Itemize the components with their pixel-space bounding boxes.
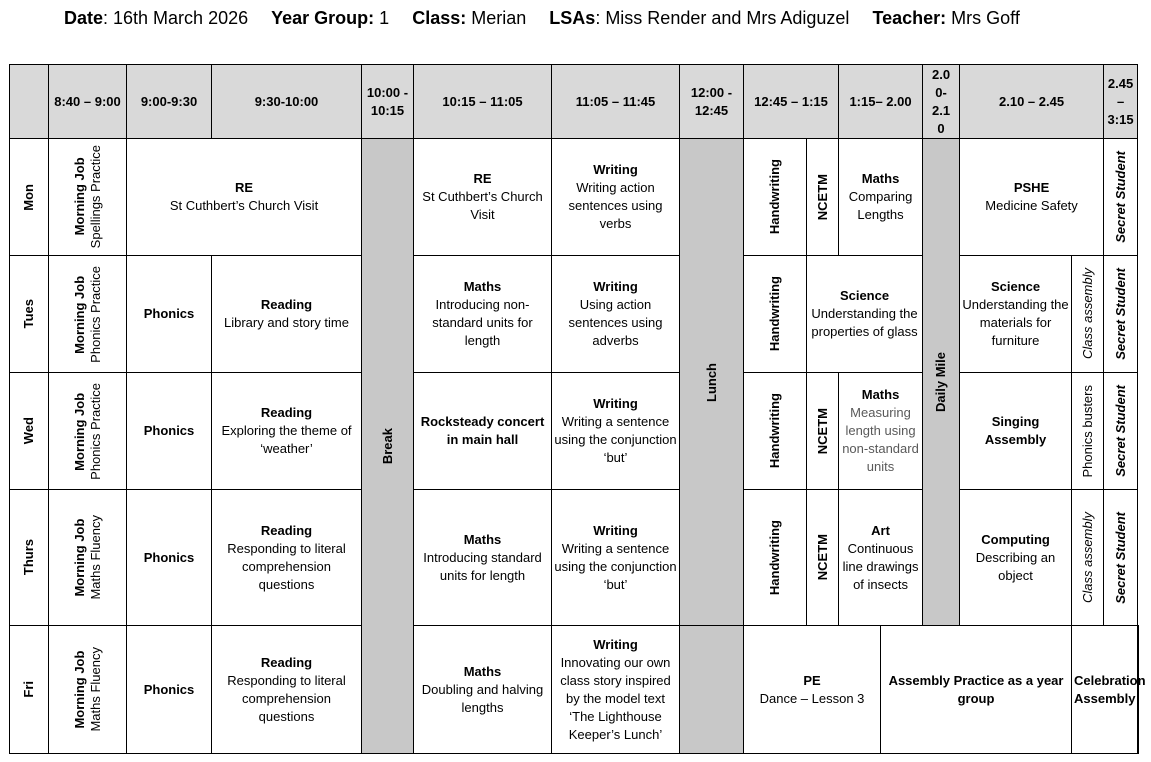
lesson-cell: Maths Introducing non-standard units for length <box>414 256 552 373</box>
morning-job-cell: Morning Job Phonics Practice <box>49 373 127 490</box>
time-slot: 2.0 0- 2.1 0 <box>923 65 960 139</box>
lsa-value: : Miss Render and Mrs Adiguzel <box>595 8 850 28</box>
lesson-cell: PSHE Medicine Safety <box>960 139 1104 256</box>
time-slot: 11:05 – 11:45 <box>552 65 680 139</box>
class-value: Merian <box>471 8 527 28</box>
time-slot: 10:00 - 10:15 <box>362 65 414 139</box>
day-row-thu <box>10 490 1139 626</box>
date-label: Date <box>64 8 104 28</box>
teacher-label: Teacher: <box>872 8 947 28</box>
lesson-cell: Maths Introducing standard units for length <box>414 490 552 626</box>
day-label: Mon <box>10 139 49 256</box>
lesson-cell: Maths Comparing Lengths <box>839 139 923 256</box>
ncetm-cell: NCETM <box>807 490 839 626</box>
handwriting-cell: Handwriting <box>744 373 807 490</box>
phonics-cell: Phonics <box>127 490 212 626</box>
time-slot: 8:40 – 9:00 <box>49 65 127 139</box>
time-slot: 1:15– 2.00 <box>839 65 923 139</box>
handwriting-cell: Handwriting <box>744 490 807 626</box>
morning-job-cell: Morning Job Maths Fluency <box>49 490 127 626</box>
lesson-cell: Art Continuous line drawings of insects <box>839 490 923 626</box>
lesson-cell: Maths Measuring length using non-standard units <box>839 373 923 490</box>
class-assembly-cell: Class assembly <box>1072 490 1104 626</box>
break-cell: Break <box>362 139 414 754</box>
date-value: : 16th March 2026 <box>103 8 249 28</box>
lesson-cell: Writing Writing a sentence using the conjunction ‘but’ <box>552 490 680 626</box>
assembly-practice-cell: Assembly Practice as a year group <box>881 626 1072 754</box>
day-row-fri <box>10 626 1139 754</box>
morning-job-cell: Morning Job Maths Fluency <box>49 626 127 754</box>
timetable-header <box>64 8 1020 29</box>
lesson-cell: Writing Writing action sentences using verbs <box>552 139 680 256</box>
lesson-cell: Reading Exploring the theme of ‘weather’ <box>212 373 362 490</box>
day-row-mon <box>10 139 1139 256</box>
phonics-cell: Phonics <box>127 373 212 490</box>
phonics-cell: Phonics <box>127 256 212 373</box>
day-label: Tues <box>10 256 49 373</box>
lesson-cell: Maths Doubling and halving lengths <box>414 626 552 754</box>
daily-mile-cell: Daily Mile <box>923 139 960 626</box>
time-slot: 2.45 – 3:15 <box>1104 65 1138 139</box>
secret-student-cell: Secret Student <box>1104 373 1138 490</box>
time-slot: 9:30-10:00 <box>212 65 362 139</box>
lsa-label: LSAs <box>549 8 596 28</box>
time-header-row <box>10 65 1139 139</box>
phonics-cell: Phonics <box>127 626 212 754</box>
morning-job-cell: Morning Job Spellings Practice <box>49 139 127 256</box>
day-label: Fri <box>10 626 49 754</box>
ncetm-cell: NCETM <box>807 139 839 256</box>
timetable <box>9 64 1146 754</box>
teacher-value: Mrs Goff <box>951 8 1020 28</box>
lesson-cell: Science Understanding the properties of glass <box>807 256 923 373</box>
lunch-cell-continued <box>680 626 744 754</box>
lesson-cell: RE St Cuthbert’s Church Visit <box>127 139 362 256</box>
lesson-cell: Science Understanding the materials for furniture <box>960 256 1072 373</box>
celebration-assembly-cell: Celebration Assembly <box>1072 626 1138 754</box>
secret-student-cell <box>1138 626 1139 754</box>
day-label: Thurs <box>10 490 49 626</box>
class-label: Class: <box>412 8 467 28</box>
event-cell: Rocksteady concert in main hall <box>414 373 552 490</box>
lesson-cell: PE Dance – Lesson 3 <box>744 626 881 754</box>
lesson-cell: Reading Responding to literal comprehension questions <box>212 626 362 754</box>
handwriting-cell: Handwriting <box>744 256 807 373</box>
secret-student-cell: Secret Student <box>1104 139 1138 256</box>
class-assembly-cell: Class assembly <box>1072 256 1104 373</box>
lesson-cell: RE St Cuthbert’s Church Visit <box>414 139 552 256</box>
day-row-wed <box>10 373 1139 490</box>
lesson-cell: Writing Using action sentences using adverbs <box>552 256 680 373</box>
secret-student-cell: Secret Student <box>1104 490 1138 626</box>
lunch-cell: Lunch <box>680 139 744 626</box>
assembly-cell: Singing Assembly <box>960 373 1072 490</box>
time-slot: 9:00-9:30 <box>127 65 212 139</box>
time-slot: 2.10 – 2.45 <box>960 65 1104 139</box>
corner-cell <box>10 65 49 139</box>
lesson-cell: Writing Innovating our own class story inspired by the model text ‘The Lighthouse Keeper’s Lunch’ <box>552 626 680 754</box>
time-slot: 12:45 – 1:15 <box>744 65 839 139</box>
lesson-cell: Reading Library and story time <box>212 256 362 373</box>
year-group-label: Year Group: <box>271 8 375 28</box>
ncetm-cell: NCETM <box>807 373 839 490</box>
time-slot: 12:00 - 12:45 <box>680 65 744 139</box>
handwriting-cell: Handwriting <box>744 139 807 256</box>
lesson-cell: Writing Writing a sentence using the conjunction ‘but’ <box>552 373 680 490</box>
time-slot: 10:15 – 11:05 <box>414 65 552 139</box>
phonics-busters-cell: Phonics busters <box>1072 373 1104 490</box>
lesson-cell: Computing Describing an object <box>960 490 1072 626</box>
lesson-cell: Reading Responding to literal comprehension questions <box>212 490 362 626</box>
day-label: Wed <box>10 373 49 490</box>
secret-student-cell: Secret Student <box>1104 256 1138 373</box>
day-row-tue <box>10 256 1139 373</box>
year-group-value: 1 <box>379 8 390 28</box>
morning-job-cell: Morning Job Phonics Practice <box>49 256 127 373</box>
